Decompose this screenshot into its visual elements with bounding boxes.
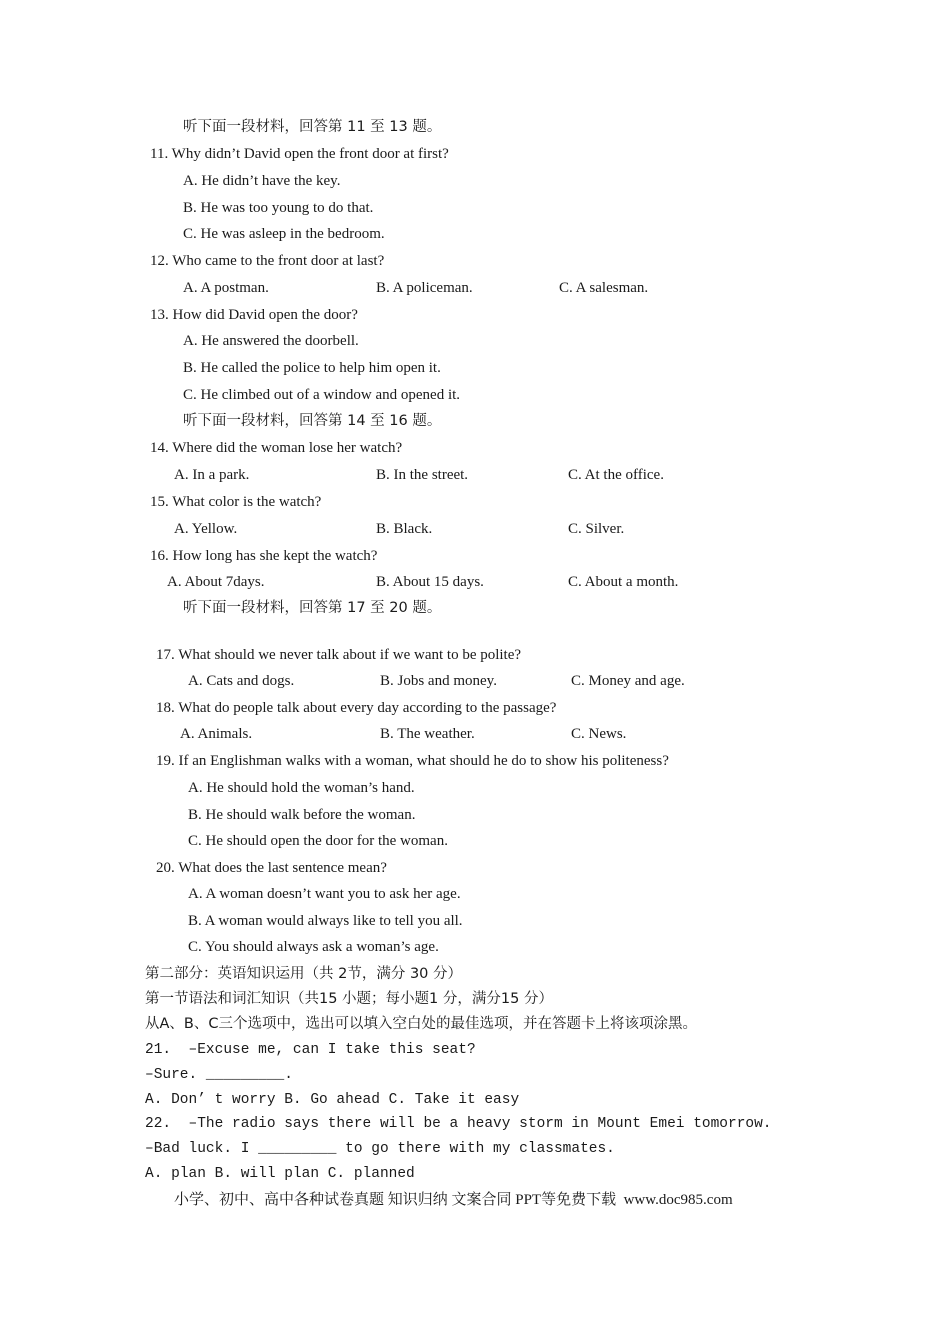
part2-instructions: 从A、B、C三个选项中，选出可以填入空白处的最佳选项，并在答题卡上将该项涂黑。 bbox=[145, 1016, 697, 1032]
question-21-line2: –Sure. _________. bbox=[145, 1067, 293, 1083]
option-14c: C. At the office. bbox=[568, 467, 664, 483]
option-17a: A. Cats and dogs. bbox=[188, 673, 295, 689]
option-19c: C. He should open the door for the woman. bbox=[188, 833, 448, 849]
option-16a: A. About 7days. bbox=[167, 574, 265, 590]
question-13: 13. How did David open the door? bbox=[150, 307, 358, 323]
question-12: 12. Who came to the front door at last? bbox=[150, 253, 385, 269]
option-15a: A. Yellow. bbox=[174, 521, 238, 537]
option-18a: A. Animals. bbox=[180, 726, 253, 742]
option-14a: A. In a park. bbox=[174, 467, 250, 483]
question-11: 11. Why didn’t David open the front door at first? bbox=[150, 146, 449, 162]
option-19a: A. He should hold the woman’s hand. bbox=[188, 780, 415, 796]
option-12b: B. A policeman. bbox=[376, 280, 473, 296]
page-footer: 小学、初中、高中各种试卷真题 知识归纳 文案合同 PPT等免费下载 www.doc985.com bbox=[174, 1192, 733, 1208]
option-11b: B. He was too young to do that. bbox=[183, 200, 374, 216]
option-18b: B. The weather. bbox=[380, 726, 475, 742]
question-16: 16. How long has she kept the watch? bbox=[150, 548, 378, 564]
option-18c: C. News. bbox=[571, 726, 627, 742]
option-16b: B. About 15 days. bbox=[376, 574, 484, 590]
option-20b: B. A woman would always like to tell you all. bbox=[188, 913, 463, 929]
question-22-line1: 22. –The radio says there will be a heavy storm in Mount Emei tomorrow. bbox=[145, 1116, 772, 1132]
question-20: 20. What does the last sentence mean? bbox=[156, 860, 387, 876]
option-12c: C. A salesman. bbox=[559, 280, 649, 296]
section-intro-14-16: 听下面一段材料，回答第 14 至 16 题。 bbox=[183, 413, 442, 429]
question-21-options: A. Don’ t worry B. Go ahead C. Take it easy bbox=[145, 1092, 520, 1108]
option-17b: B. Jobs and money. bbox=[380, 673, 497, 689]
question-15: 15. What color is the watch? bbox=[150, 494, 322, 510]
option-13a: A. He answered the doorbell. bbox=[183, 333, 359, 349]
option-12a: A. A postman. bbox=[183, 280, 269, 296]
part2-section1-heading: 第一节语法和词汇知识（共15 小题；每小题1 分，满分15 分） bbox=[145, 991, 553, 1007]
option-15b: B. Black. bbox=[376, 521, 433, 537]
option-17c: C. Money and age. bbox=[571, 673, 685, 689]
part2-title: 第二部分：英语知识运用（共 2节，满分 30 分） bbox=[145, 966, 463, 982]
section-intro-11-13: 听下面一段材料，回答第 11 至 13 题。 bbox=[183, 119, 442, 135]
option-13b: B. He called the police to help him open it. bbox=[183, 360, 441, 376]
option-13c: C. He climbed out of a window and opened it. bbox=[183, 387, 461, 403]
question-21-line1: 21. –Excuse me, can I take this seat? bbox=[145, 1042, 476, 1058]
option-20c: C. You should always ask a woman’s age. bbox=[188, 939, 439, 955]
option-16c: C. About a month. bbox=[568, 574, 679, 590]
option-20a: A. A woman doesn’t want you to ask her age. bbox=[188, 886, 461, 902]
section-intro-17-20: 听下面一段材料，回答第 17 至 20 题。 bbox=[183, 600, 442, 616]
question-14: 14. Where did the woman lose her watch? bbox=[150, 440, 403, 456]
question-18: 18. What do people talk about every day according to the passage? bbox=[156, 700, 557, 716]
option-11c: C. He was asleep in the bedroom. bbox=[183, 226, 385, 242]
option-19b: B. He should walk before the woman. bbox=[188, 807, 416, 823]
option-11a: A. He didn’t have the key. bbox=[183, 173, 341, 189]
option-14b: B. In the street. bbox=[376, 467, 469, 483]
question-19: 19. If an Englishman walks with a woman, what should he do to show his politeness? bbox=[156, 753, 669, 769]
question-22-options: A. plan B. will plan C. planned bbox=[145, 1166, 415, 1182]
option-15c: C. Silver. bbox=[568, 521, 625, 537]
question-17: 17. What should we never talk about if we want to be polite? bbox=[156, 647, 522, 663]
question-22-line2: –Bad luck. I _________ to go there with my classmates. bbox=[145, 1141, 615, 1157]
